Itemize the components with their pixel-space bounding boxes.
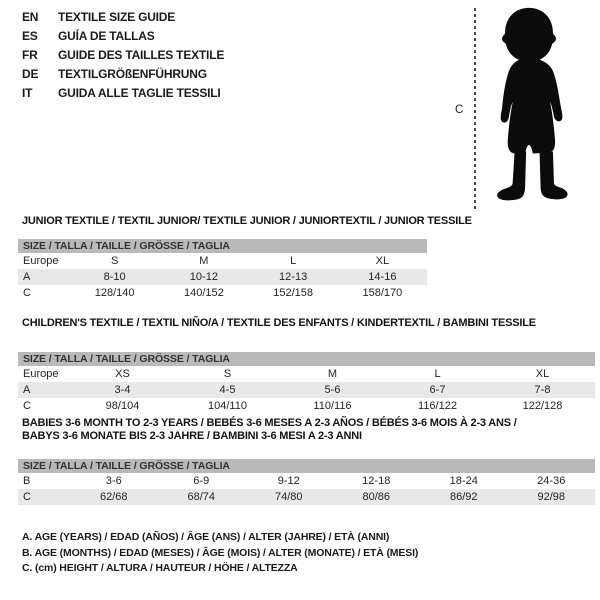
row-label: A: [18, 382, 70, 398]
junior-section: [18, 215, 596, 301]
size-cell: 12-18: [362, 475, 391, 487]
lang-code: IT: [22, 86, 33, 100]
table-row: [18, 398, 595, 414]
size-cell: 158/170: [362, 287, 403, 299]
size-cell: 5-6: [280, 382, 385, 398]
lang-row-it: [22, 84, 224, 103]
lang-row-fr: [22, 46, 224, 65]
height-measure-line: [474, 8, 476, 212]
children-section: [18, 317, 596, 414]
lang-code: FR: [22, 48, 38, 62]
children-section-title: CHILDREN'S TEXTILE / TEXTIL NIÑO/A / TEXTILE DES ENFANTS / KINDERTEXTIL / BAMBINI TESSILE: [22, 317, 536, 329]
babies-section-title-line2: BABYS 3-6 MONATE BIS 2-3 JAHRE / BAMBINI 3-6 MESI A 2-3 ANNI: [22, 430, 362, 442]
height-measure-label: C: [455, 104, 464, 116]
table-row: [18, 269, 427, 285]
size-cell: 128/140: [94, 287, 135, 299]
lang-title: TEXTILE SIZE GUIDE: [58, 10, 176, 24]
size-cell: L: [290, 255, 297, 267]
lang-code: DE: [22, 67, 39, 81]
size-cell: 140/152: [183, 287, 224, 299]
junior-size-table: [18, 239, 427, 301]
size-cell: XL: [375, 255, 390, 267]
lang-code: ES: [22, 29, 38, 43]
size-cell: 74/80: [245, 489, 333, 505]
size-cell: XS: [115, 368, 130, 380]
babies-section: [18, 417, 596, 505]
row-label: C: [23, 400, 31, 412]
size-cell: 98/104: [105, 400, 140, 412]
footnote-a: A. AGE (YEARS) / EDAD (AÑOS) / ÂGE (ANS) / ALTER (JAHRE) / ETÀ (ANNI): [22, 531, 390, 543]
row-label: Europe: [23, 368, 59, 380]
size-cell: 10-12: [159, 269, 248, 285]
size-cell: 104/110: [208, 400, 247, 412]
size-cell: M: [327, 368, 338, 380]
row-label: Europe: [23, 255, 59, 267]
size-cell: 86/92: [420, 489, 508, 505]
table-row: [18, 382, 595, 398]
size-header-bar: SIZE / TALLA / TAILLE / GRÖSSE / TAGLIA: [18, 352, 595, 366]
size-cell: 4-5: [175, 382, 280, 398]
size-cell: 80/86: [333, 489, 421, 505]
table-header-row: [18, 352, 595, 366]
babies-section-title-line1: BABIES 3-6 MONTH TO 2-3 YEARS / BEBÉS 3-6 MESES A 2-3 AÑOS / BÉBÉS 3-6 MOIS À 2-3 ANS /: [22, 417, 517, 429]
size-header-bar: SIZE / TALLA / TAILLE / GRÖSSE / TAGLIA: [18, 459, 595, 473]
size-header-bar: SIZE / TALLA / TAILLE / GRÖSSE / TAGLIA: [18, 239, 427, 253]
size-cell: 6-9: [193, 475, 210, 487]
size-cell: XL: [535, 368, 550, 380]
table-row: [18, 366, 595, 382]
size-cell: 3-4: [70, 382, 175, 398]
table-row: [18, 285, 427, 301]
size-cell: S: [223, 368, 232, 380]
row-label: C: [23, 287, 31, 299]
table-header-row: [18, 459, 595, 473]
size-cell: 8-10: [70, 269, 159, 285]
footnote-c: C. (cm) HEIGHT / ALTURA / HAUTEUR / HÖHE / ALTEZZA: [22, 562, 298, 574]
footnote-b: B. AGE (MONTHS) / EDAD (MESES) / ÂGE (MOIS) / ALTER (MONATE) / ETÀ (MESI): [22, 546, 419, 559]
lang-title: GUÍA DE TALLAS: [58, 29, 155, 43]
size-cell: 14-16: [338, 269, 427, 285]
size-cell: 3-6: [105, 475, 122, 487]
lang-row-es: [22, 27, 224, 46]
row-label: A: [18, 269, 70, 285]
table-row: [18, 473, 595, 489]
size-cell: 152/158: [273, 287, 313, 299]
language-title-block: [22, 8, 224, 103]
size-cell: L: [434, 368, 441, 380]
lang-title: TEXTILGRÖßENFÜHRUNG: [58, 67, 207, 81]
size-cell: 68/74: [158, 489, 246, 505]
lang-row-de: [22, 65, 224, 84]
size-cell: 122/128: [522, 400, 563, 412]
table-header-row: [18, 239, 427, 253]
footnotes-block: [22, 530, 418, 577]
size-cell: 116/122: [418, 400, 457, 412]
lang-row-en: [22, 8, 224, 27]
size-cell: 12-13: [249, 269, 338, 285]
size-cell: 6-7: [385, 382, 490, 398]
lang-title: GUIDE DES TAILLES TEXTILE: [58, 48, 225, 62]
size-cell: 7-8: [490, 382, 595, 398]
size-cell: 9-12: [277, 475, 300, 487]
row-label: C: [18, 489, 70, 505]
lang-title: GUIDA ALLE TAGLIE TESSILI: [58, 86, 221, 100]
size-cell: 62/68: [70, 489, 158, 505]
lang-code: EN: [22, 10, 39, 24]
junior-section-title: JUNIOR TEXTILE / TEXTIL JUNIOR/ TEXTILE JUNIOR / JUNIORTEXTIL / JUNIOR TESSILE: [22, 215, 472, 227]
table-row: [18, 489, 595, 505]
baby-silhouette-icon: [481, 6, 577, 217]
size-cell: 24-36: [537, 475, 566, 487]
size-cell: S: [110, 255, 119, 267]
size-cell: 92/98: [508, 489, 596, 505]
size-cell: 18-24: [449, 475, 478, 487]
table-row: [18, 253, 427, 269]
babies-size-table: [18, 459, 595, 505]
row-label: B: [23, 475, 31, 487]
children-size-table: [18, 352, 595, 414]
size-cell: 110/116: [313, 400, 352, 412]
size-cell: M: [199, 255, 209, 267]
